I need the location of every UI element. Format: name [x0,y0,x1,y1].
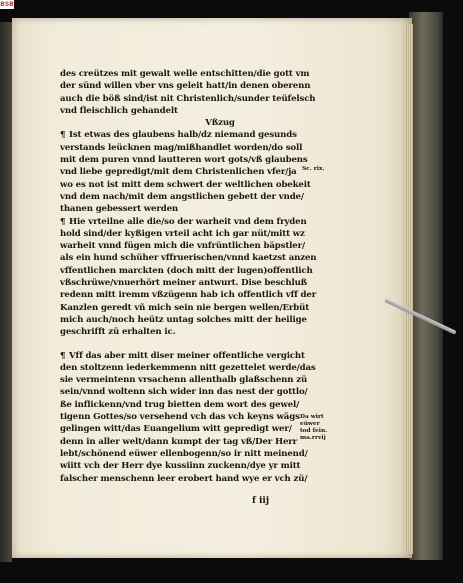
text-line [60,386,340,398]
book-page [12,18,412,558]
line-text: redenn mitt iremm vßzügenn hab ich offentlich vff der [60,290,317,301]
text-line [60,252,340,264]
section-heading [60,117,340,129]
line-text: vffentlichen marckten (doch mitt der lugen)offentlich [60,265,313,276]
text-line [60,302,340,314]
line-text: hold sind/der kyßigen vrteil acht ich gar nüt/mitt wz [60,228,305,239]
right-cover-board [409,12,443,560]
line-text: des creützes mit gewalt welle entschitten/die gott vm [60,69,310,79]
text-line [60,228,340,240]
text-line [60,411,340,423]
line-text: thanen gebessert werden [60,204,178,215]
text-line [60,423,340,435]
line-text: vnd fleischlich gehandelt [60,105,178,116]
text-line [60,374,340,386]
text-line [60,80,340,92]
text-line [60,277,340,289]
line-text: sein/vnnd woltenn sich wider inn das nest der gottlo/ [60,387,308,398]
text-line [60,129,340,141]
text-line [60,166,340,178]
text-line [60,265,340,277]
text-line [60,179,340,191]
line-text: Vßzug [205,118,235,129]
left-cover-edge [0,22,12,562]
line-text: warheit vnnd fügen mich die vnfrüntlichen bäpstler/ [60,241,305,252]
text-line [60,216,340,228]
margin-note-1: Sc. rix. [302,166,325,172]
text-line [60,93,340,105]
text-line [60,448,340,460]
line-text: der sünd willen vber vns geleit hatt/in denen oberenn [60,81,311,92]
text-line [60,203,340,215]
line-text: gelingen witt/das Euangelium witt gepredigt wer/ [60,424,292,435]
line-text: wo es not ist mitt dem schwert der weltlichen obekeit [60,179,311,190]
paragraph-gap [60,339,340,350]
text-line [60,68,340,80]
text-line [60,362,340,374]
text-line [60,105,340,117]
text-line [60,240,340,252]
line-text: als ein hund schüher vffruerischen/vnnd kaetzst anzen [60,253,317,264]
line-text: mich auch/noch heütz untag solches mitt der heilige [60,314,307,325]
line-text: Vff das aber mitt diser meiner offentliche vergicht [69,350,305,361]
signature-mark: f iij [252,496,270,506]
text-line [60,191,340,203]
text-line [60,399,340,411]
text-line [60,460,340,472]
line-text: vnd liebe gepredigt/mit dem Christenlichen vfer/ja [60,167,297,178]
paragraph-mark-icon: ¶ [60,350,66,361]
text-line [60,350,340,362]
paragraph-mark-icon: ¶ [60,216,66,227]
text-line [60,289,340,301]
text-line [60,142,340,154]
margin-note-2: Da wirt eüwer tod fein. ma.rrvij [300,414,328,441]
line-text: falscher menschenn leer erobert hand wye er vch zü/ [60,473,308,484]
line-text: sie vermeintenn vrsachenn allenthalb glaßschenn zü [60,375,308,386]
library-sticker: BSB [0,1,14,8]
line-text: Kanzlen geredt vñ mich sein nie bergen wellen/Erbüt [60,302,310,313]
line-text: denn in aller welt/dann kumpt der tag vß/Der Herr [60,436,298,447]
text-line [60,436,340,448]
line-text: geschrifft zü erhalten ic. [60,327,176,338]
line-text: Ist etwas des glaubens halb/dz niemand gesunds [69,130,297,141]
text-line [60,154,340,166]
line-text: wiitt vch der Herr dye kussiinn zuckenn/dye yr mitt [60,461,301,472]
line-text: lebt/schönend eüwer ellenbogenn/so ir nitt meinend/ [60,448,308,459]
paragraph-mark-icon: ¶ [60,130,66,141]
page-edges [405,24,413,554]
line-text: tigenn Gottes/so versehend vch das vch keyns wägs [60,412,300,423]
line-text: mit dem puren vnnd lautteren wort gots/vß glaubens [60,155,308,166]
line-text: verstands leücknen mag/mißhandlet worden/do soll [60,142,303,153]
body-text [60,68,340,485]
text-line [60,326,340,338]
text-line [60,473,340,485]
line-text: den stoltzenn iederkemmenn nitt gezettelet werde/das [60,362,316,373]
line-text: vßschrüwe/vnuerhört meiner antwurt. Dise beschluß [60,278,308,289]
line-text: auch die böß sind/ist nit Christenlich/sunder teüfelsch [60,93,316,104]
line-text: ße inflickenn/vnd trug bietten dem wort des gewel/ [60,399,300,410]
text-line [60,314,340,326]
line-text: Hie vrteilne alle die/so der warheit vnd dem fryden [69,216,307,227]
line-text: vnd dem nach/mit dem angstlichen gebett der vnde/ [60,191,304,202]
